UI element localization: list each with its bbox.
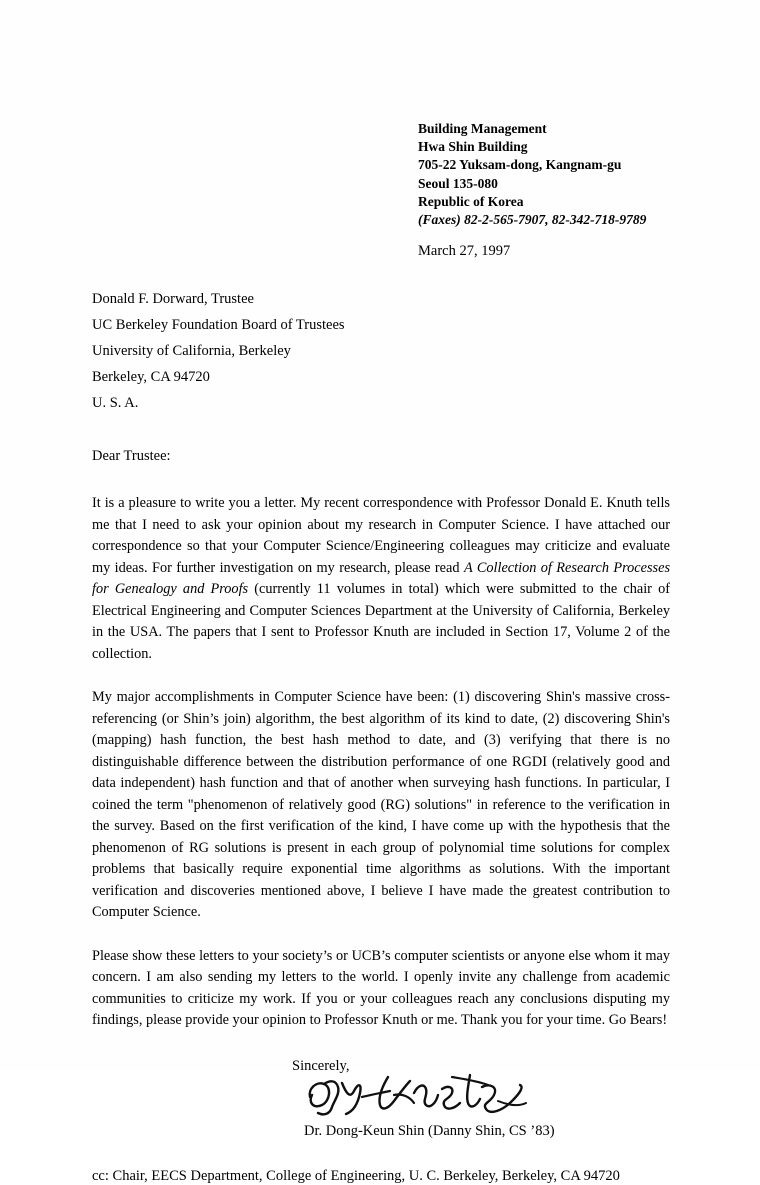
letterhead-line-3: 705-22 Yuksam-dong, Kangnam-gu <box>418 157 622 173</box>
fax-label: (Faxes) <box>418 212 461 228</box>
letterhead-line-2: Hwa Shin Building <box>418 139 528 155</box>
paragraph-1-segment-1: It is a pleasure to write you a letter. My recent correspondence with Professor Donald E. Knuth tells me that I need to ask your opinion about my research in Computer Science. I have attached our correspondence so that your Computer Science/Engineering colleagues may criticize and evaluate my ideas. For further investigation on my research, please read <box>92 495 670 576</box>
letter-body <box>92 0 670 1185</box>
recipient-line-3: University of California, Berkeley <box>92 343 291 360</box>
closing: Sincerely, <box>292 1057 350 1074</box>
letterhead-line-4: Seoul 135-080 <box>418 175 498 191</box>
salutation: Dear Trustee: <box>92 448 171 465</box>
paragraph-2-segment-1: My major accomplishments in Computer Science have been: (1) discovering Shin's massive cross-referencing (or Shin’s join) algorithm, the best algorithm of its kind to date, (2) discovering Shin's (mapping) hash function, the best hash method to date, and (3) verifying that there is no distinguishable difference between the distribution performance of one RGDI (relatively good and data independent) hash function and that of another when surveying hash functions. In particular, I coined the term "phenomenon of relatively good (RG) solutions" in reference to the verification in the survey. Based on the first verification of the kind, I have come up with the hypothesis that the phenomenon of RG solutions is present in each group of polynomial time solutions for complex problems that basically require exponential time algorithms as solutions. With the important verification and discoveries mentioned above, I believe I have made the greatest contribution to Computer Science. <box>92 689 670 921</box>
letterhead <box>418 120 670 229</box>
letterhead-line-1: Building Management <box>418 121 547 136</box>
recipient-line-5: U. S. A. <box>92 395 139 412</box>
recipient-address <box>92 286 670 416</box>
paragraph-1-segment-2: A Collection of Research Processes for Genealogy and Proofs <box>92 559 671 598</box>
letterhead-line-5: Republic of Korea <box>418 193 524 209</box>
handwritten-signature <box>302 1075 670 1121</box>
paragraph-3 <box>92 946 670 1032</box>
fax-line <box>418 211 670 229</box>
letter-date: March 27, 1997 <box>418 243 511 260</box>
signer-name: Dr. Dong-Keun Shin (Danny Shin, CS ’83) <box>304 1122 555 1139</box>
fax-numbers: 82-2-565-7907, 82-342-718-9789 <box>464 212 647 228</box>
paragraph-3-segment-1: Please show these letters to your society’s or UCB’s computer scientists or anyone else whom it may concern. I am also sending my letters to the world. I openly invite any challenge from academic communities to criticize my work. If you or your colleagues reach any conclusions disputing my findings, please provide your opinion to Professor Knuth or me. Thank you for your time. Go Bears! <box>92 947 670 1029</box>
paragraph-2 <box>92 687 670 924</box>
recipient-line-2: UC Berkeley Foundation Board of Trustees <box>92 317 345 334</box>
recipient-line-4: Berkeley, CA 94720 <box>92 369 210 386</box>
paragraph-1 <box>92 493 670 665</box>
paragraph-1-segment-3: (currently 11 volumes in total) which were submitted to the chair of Electrical Engineering and Computer Sciences Department at the University of California, Berkeley in the USA. The papers that I sent to Professor Knuth are included in Section 17, Volume 2 of the collection. <box>92 581 670 662</box>
cc-line: cc: Chair, EECS Department, College of Engineering, U. C. Berkeley, Berkeley, CA 94720 <box>92 1167 620 1184</box>
recipient-line-1: Donald F. Dorward, Trustee <box>92 291 254 308</box>
